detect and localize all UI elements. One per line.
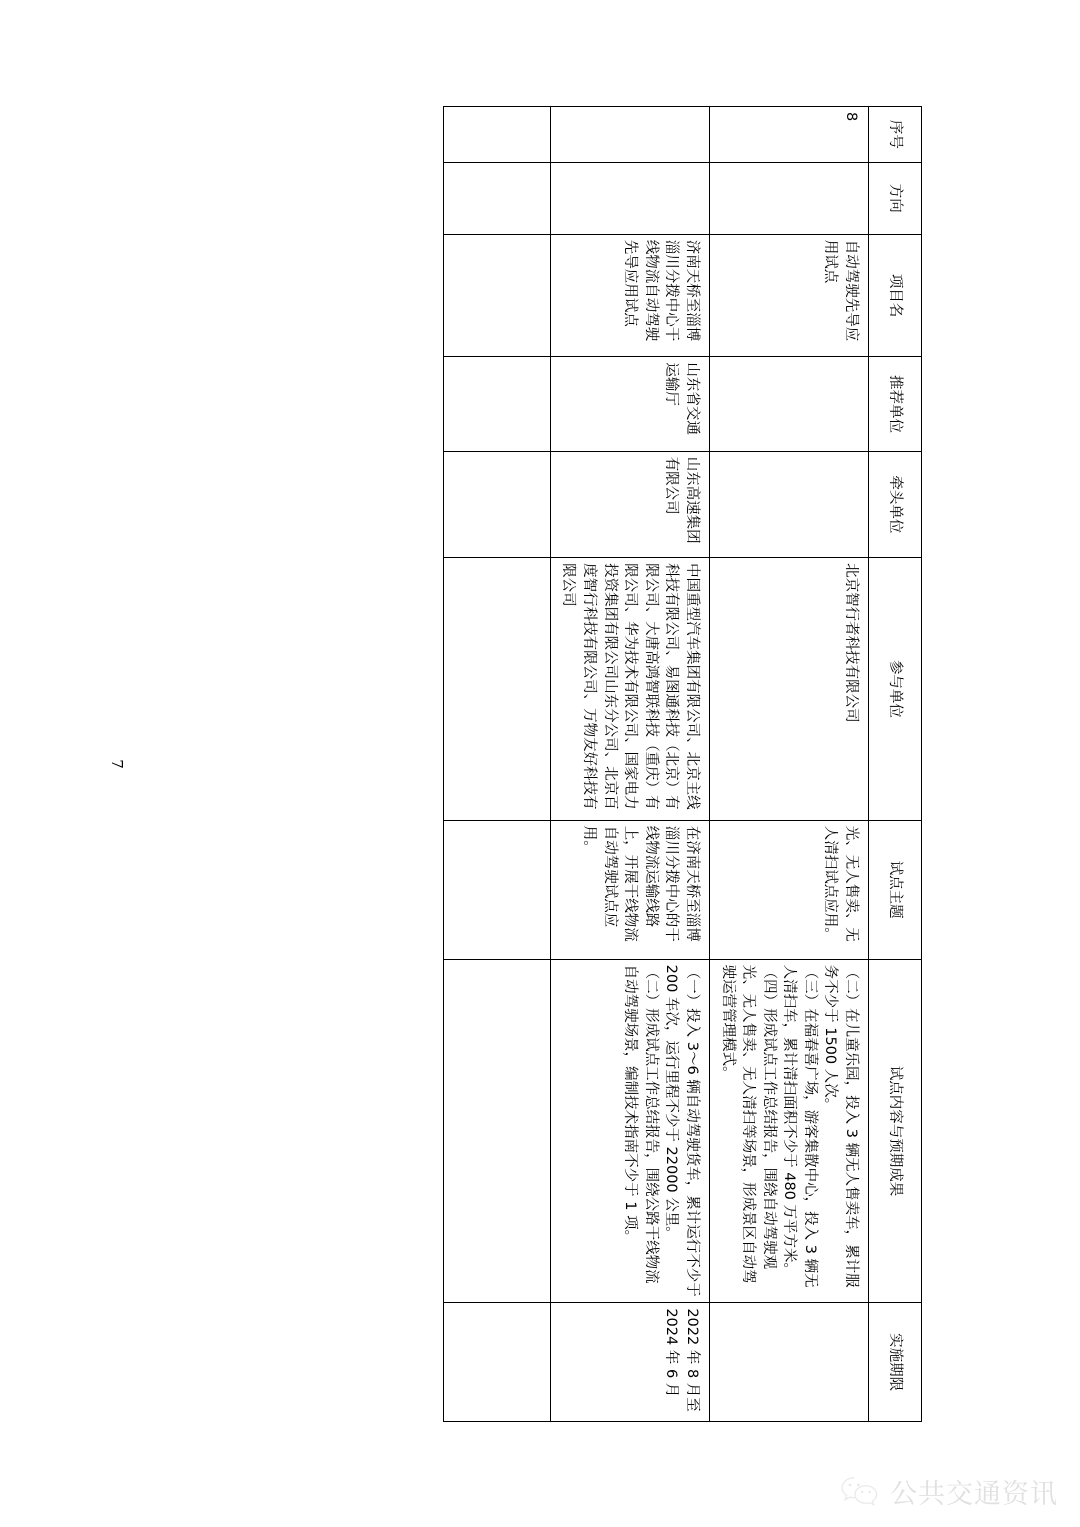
cell-recommending-unit — [443, 356, 550, 450]
cell-lead-unit: 山东高速集团有限公司 — [550, 451, 709, 557]
header-pilot-content: 试点内容与预期成果 — [869, 959, 922, 1303]
cell-pilot-theme — [443, 820, 550, 959]
wechat-icon — [840, 1475, 880, 1509]
header-implementation-period: 实施期限 — [869, 1302, 922, 1421]
header-lead-unit: 牵头单位 — [869, 451, 922, 557]
pilot-content-item: （二）形成试点工作总结报告，围绕公路干线物流自动驾驶场景，编制技术指南不少于 1 项。 — [622, 964, 659, 1284]
cell-seq — [443, 106, 550, 162]
cell-pilot-content — [550, 959, 709, 1303]
watermark-label: 公共交通资讯 — [890, 1479, 1058, 1510]
pilot-content-item: （三）在福春喜广场，游客集散中心，投入 3 辆无人清扫车，累计清扫面积不少于 480 万平方米。 — [781, 964, 818, 1288]
cell-participating-units: 中国重型汽车集团有限公司、北京主线科技有限公司、易图通科技（北京）有限公司、大唐高鸿智联科技（重庆）有限公司、华为技术有限公司、国家电力投资集团有限公司山东分公司、北京百度智行科技有限公司、万物友好科技有限公司 — [550, 557, 709, 820]
cell-pilot-content — [443, 959, 550, 1303]
header-project-name: 项目名 — [869, 234, 922, 357]
header-seq: 序号 — [869, 106, 922, 162]
pilot-content-item: （一）投入 3～6 辆自动驾驶货车，累计运行不少于 200 车次，运行里程不少于 22000 公里。 — [663, 964, 700, 1297]
cell-recommending-unit: 山东省交通运输厅 — [550, 356, 709, 450]
page-number: 7 — [108, 758, 126, 769]
header-recommending-unit: 推荐单位 — [869, 356, 922, 450]
header-pilot-theme: 试点主题 — [869, 820, 922, 959]
table-body — [443, 106, 868, 1421]
cell-implementation-period — [709, 1302, 868, 1421]
cell-direction — [709, 162, 868, 234]
cell-project-name: 济南天桥至淄博淄川分拨中心干线物流自动驾驶先导应用试点 — [550, 234, 709, 357]
cell-project-name — [443, 234, 550, 357]
cell-pilot-theme: 光、无人售卖、无人清扫试点应用。 — [709, 820, 868, 959]
document-sheet — [90, 74, 990, 1454]
table-row — [709, 106, 868, 1421]
cell-recommending-unit — [709, 356, 868, 450]
cell-participating-units: 北京智行者科技有限公司 — [709, 557, 868, 820]
header-participating-units: 参与单位 — [869, 557, 922, 820]
cell-pilot-content — [709, 959, 868, 1303]
cell-lead-unit — [443, 451, 550, 557]
cell-pilot-theme: 在济南天桥至淄博淄川分拨中心的干线物流运输线路上，开展干线物流自动驾驶试点应用。 — [550, 820, 709, 959]
cell-seq: 8 — [709, 106, 868, 162]
pilot-content-item: （二）在儿童乐园，投入 3 辆无人售卖车，累计服务不少于 1500 人次。 — [822, 964, 859, 1288]
cell-direction — [443, 162, 550, 234]
pilot-projects-table — [443, 106, 922, 1422]
header-direction: 方向 — [869, 162, 922, 234]
table-row — [443, 106, 550, 1421]
cell-implementation-period: 2022 年 8 月至 2024 年 6 月 — [550, 1302, 709, 1421]
pilot-content-item: （四）形成试点工作总结报告，围绕自动驾驶观光、无人售卖、无人清扫等场景，形成景区自动驾驶运营管理模式。 — [719, 964, 777, 1284]
cell-implementation-period — [443, 1302, 550, 1421]
table-row — [550, 106, 709, 1421]
cell-participating-units — [443, 557, 550, 820]
table-header-row — [869, 106, 922, 1421]
cell-seq — [550, 106, 709, 162]
table-header — [869, 106, 922, 1421]
cell-project-name: 自动驾驶先导应用试点 — [709, 234, 868, 357]
wechat-watermark — [840, 1472, 1058, 1511]
cell-lead-unit — [709, 451, 868, 557]
cell-direction — [550, 162, 709, 234]
